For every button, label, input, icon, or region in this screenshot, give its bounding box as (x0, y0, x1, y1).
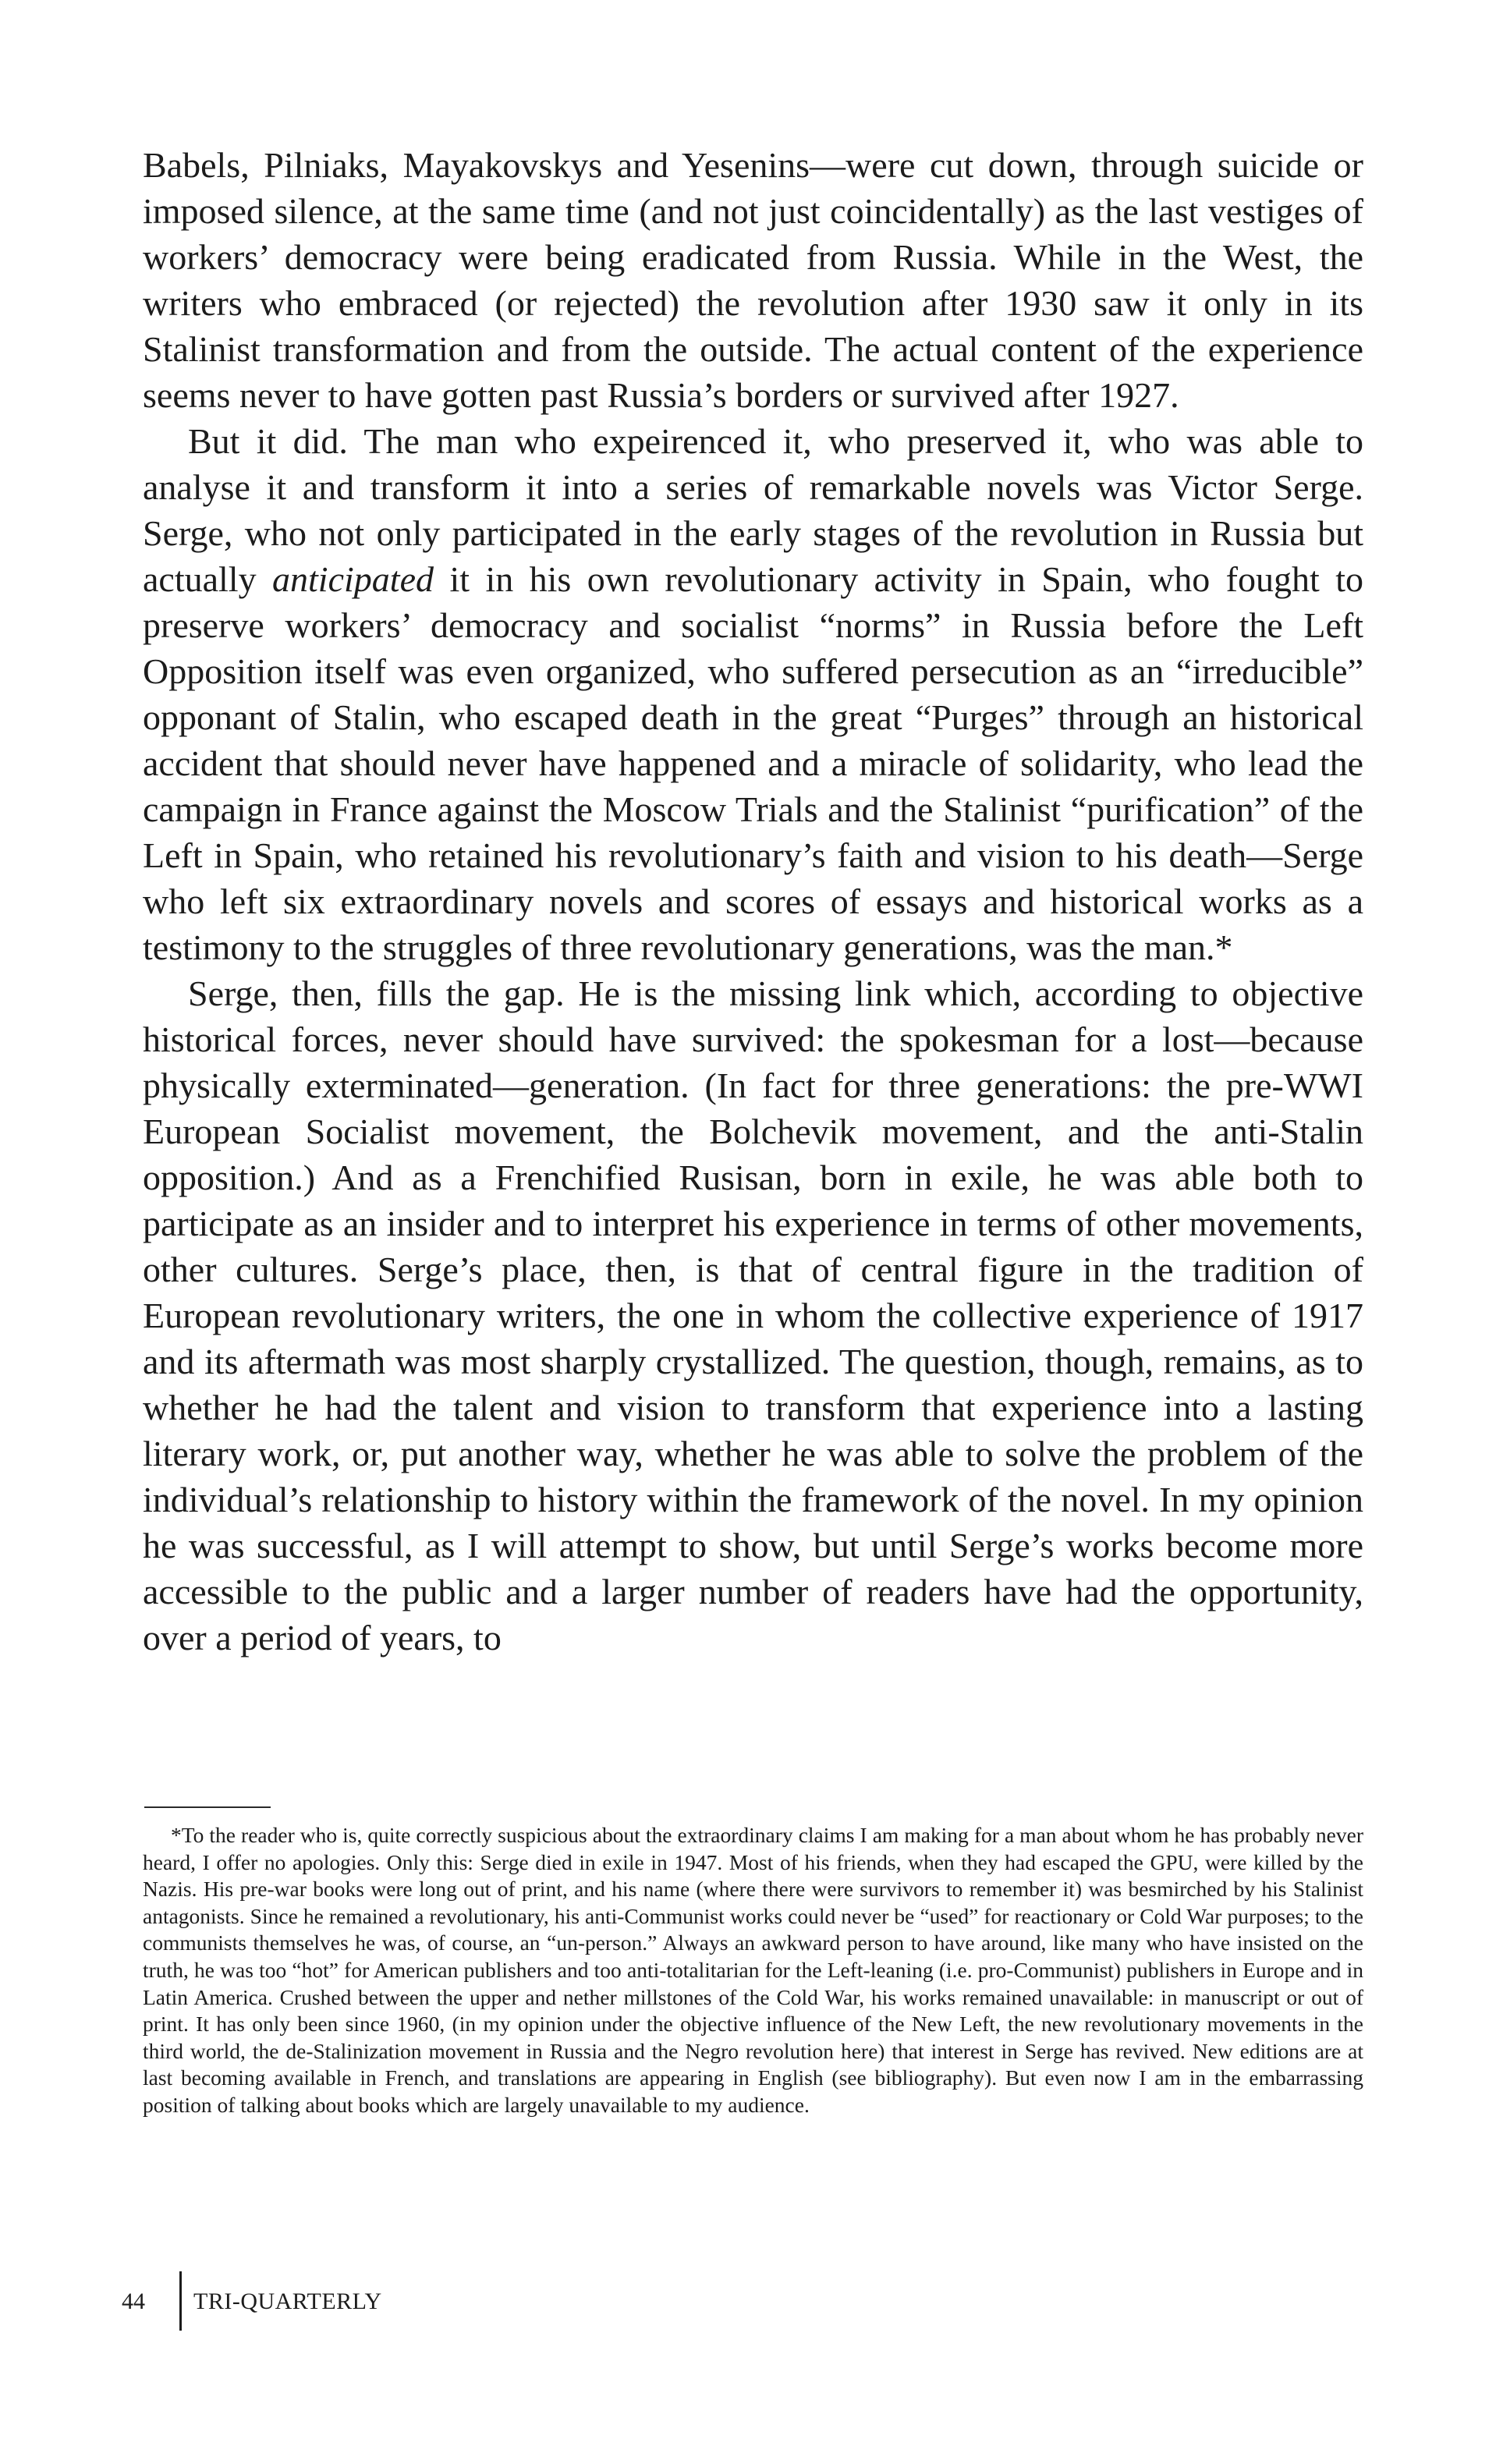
paragraph-2-text-end: it in his own revolutionary activity in Spain, who fought to preserve workers’ democracy and socialist “norms” in Russia before the Left Opposition itself was even organized, who suffered persecution as an “irreducible” opponant of Stalin, who escaped death in the great “Purges” through an historical accident that should never have happened and a miracle of solidarity, who lead the campaign in France against the Moscow Trials and the Stalinist “purification” of the Left in Spain, who retained his revolutionary’s faith and vision to his death—Serge who left six extraordinary novels and scores of essays and historical works as a testimony to the struggles of three revolutionary generations, was the man.* (143, 559, 1363, 967)
emphasis-anticipated: anticipated (272, 559, 434, 599)
footnote-divider (144, 1806, 271, 1808)
paragraph-3 (143, 970, 1363, 1661)
footer-divider (179, 2271, 182, 2331)
paragraph-2 (143, 418, 1363, 970)
paragraph-2-text-start: But it did. The man who expeirenced it, who preserved it, who was able to analyse it and transform it into a series of remarkable novels was Victor Serge. Serge, who not only participated in the early stages of the revolution in Russia but actually (143, 421, 1363, 599)
main-text (143, 142, 1363, 1661)
paragraph-3-text: Serge, then, fills the gap. He is the missing link which, according to objective historical forces, never should have survived: the spokesman for a lost—because physically exterminated—generation. (In fact for three generations: the pre-WWI European Socialist movement, the Bolchevik movement, and the anti-Stalin opposition.) And as a Frenchified Rusisan, born in exile, he was able both to participate as an insider and to interpret his experience in terms of other movements, other cultures. Serge’s place, then, is that of central figure in the tradition of European revolutionary writers, the one in whom the collective experience of 1917 and its aftermath was most sharply crystallized. The question, though, remains, as to whether he had the talent and vision to transform that experience into a lasting literary work, or, put another way, whether he was able to solve the problem of the individual’s relationship to history within the framework of the novel. In my opinion he was successful, as I will attempt to show, but until Serge’s works become more accessible to the public and a larger number of readers have had the opportunity, over a period of years, to (143, 973, 1363, 1657)
footnote: *To the reader who is, quite correctly suspicious about the extraordinary claims I am making for a man about whom he has probably never heard, I offer no apologies. Only this: Serge died in exile in 1947. Most of his friends, when they had escaped the GPU, were killed by the Nazis. His pre-war books were long out of print, and his name (where there were survivors to remember it) was besmirched by his Stalinist antagonists. Since he remained a revolutionary, his anti-Communist works could never be “used” for reactionary or Cold War purposes; to the communists themselves he was, of course, an “un-person.” Always an awkward person to have around, like many who have insisted on the truth, he was too “hot” for American publishers and too anti-totalitarian for the Left-leaning (i.e. pro-Communist) publishers in Europe and in Latin America. Crushed between the upper and nether millstones of the Cold War, his works remained unavailable: in manuscript or out of print. It has only been since 1960, (in my opinion under the objective influence of the New Left, the new revolutionary movements in the third world, the de-Stalinization movement in Russia and the Negro revolution here) that interest in Serge has revived. New editions are at last becoming available in French, and translations are appearing in English (see bibliography). But even now I am in the embarrassing position of talking about books which are largely unavailable to my audience. (143, 1823, 1363, 2117)
paragraph-1-text: Babels, Pilniaks, Mayakovskys and Yesenins—were cut down, through suicide or imposed silence, at the same time (and not just coincidentally) as the last vestiges of workers’ democracy were being eradicated from Russia. While in the West, the writers who embraced (or rejected) the revolution after 1930 saw it only in its Stalinist transformation and from the outside. The actual content of the experience seems never to have gotten past Russia’s borders or survived after 1927. (143, 145, 1363, 415)
page-number: 44 (122, 2289, 145, 2314)
paragraph-1 (143, 142, 1363, 418)
journal-title: TRI-QUARTERLY (193, 2289, 382, 2314)
